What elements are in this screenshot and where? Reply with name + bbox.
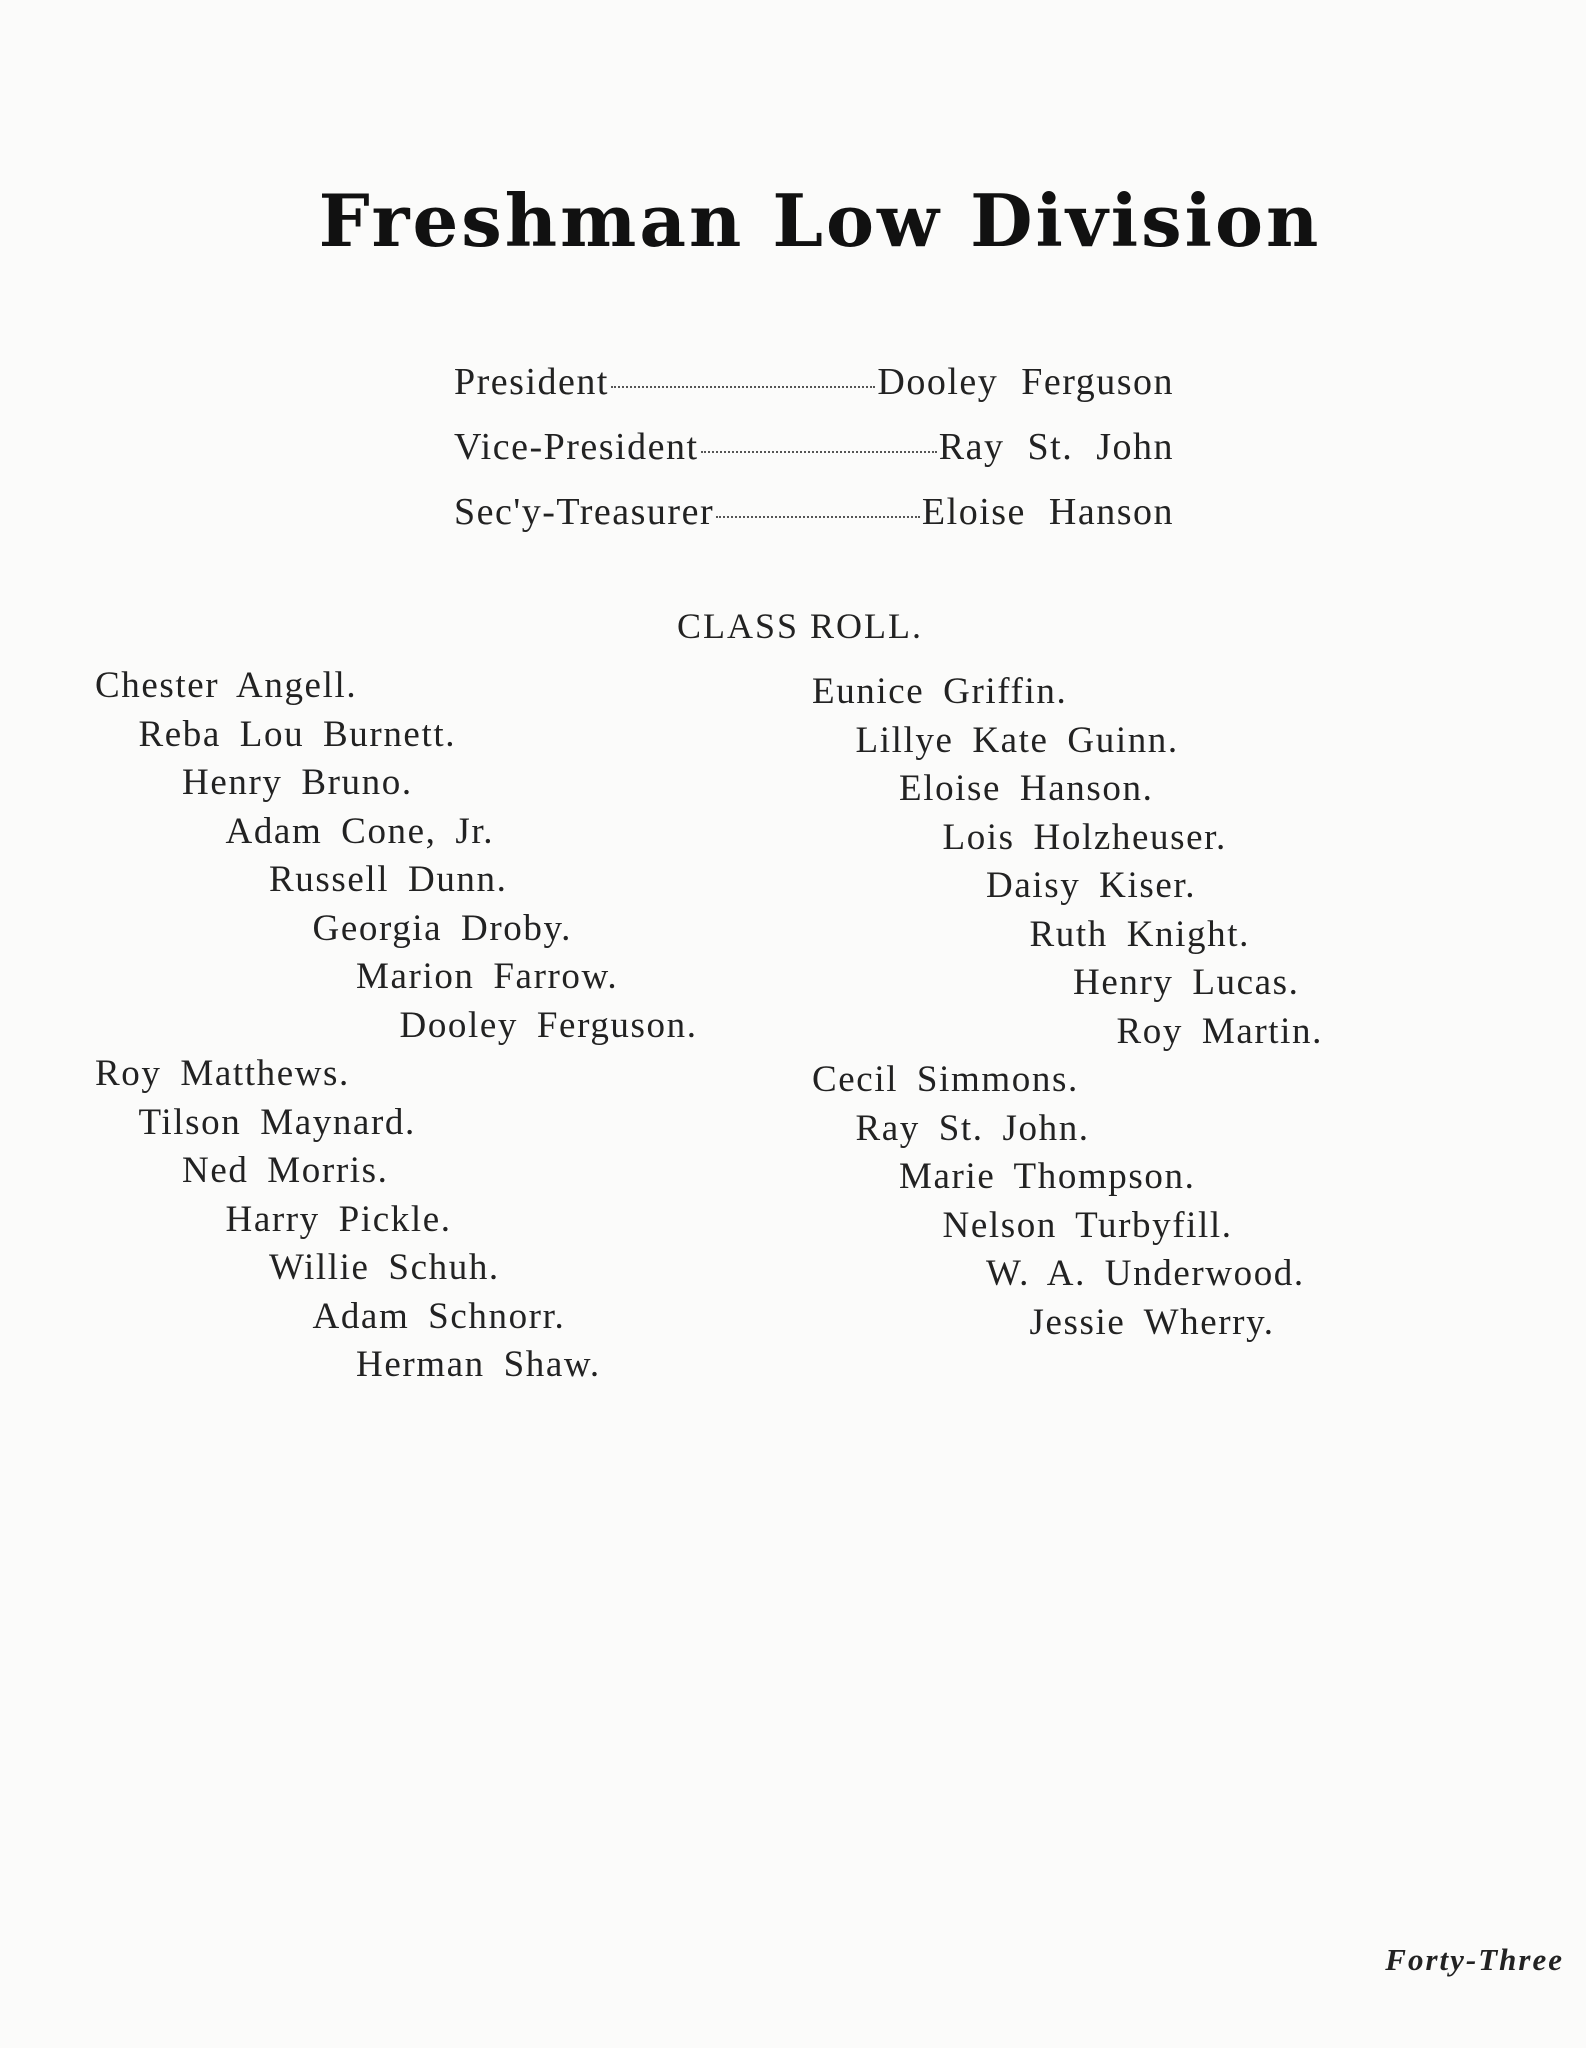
class-roll-name: Ray St. John.	[855, 1107, 1090, 1149]
class-roll-name: W. A. Underwood.	[986, 1253, 1305, 1294]
dot-leader	[716, 516, 920, 518]
officer-role: Sec'y-Treasurer	[454, 491, 715, 533]
class-roll-name: Harry Pickle.	[225, 1198, 452, 1240]
page-number: Forty-Three	[1385, 1942, 1564, 1977]
class-roll-name: Marion Farrow.	[356, 956, 619, 997]
class-roll-name: Dooley Ferguson.	[399, 1004, 698, 1046]
class-roll-name: Roy Martin.	[1116, 1010, 1323, 1052]
class-roll-name: Nelson Turbyfill.	[942, 1204, 1233, 1246]
officer-role: Vice-President	[454, 426, 699, 468]
officer-name: Ray St. John	[938, 426, 1174, 468]
class-roll-name: Lois Holzheuser.	[942, 816, 1227, 858]
class-roll-name: Henry Lucas.	[1073, 962, 1300, 1003]
officer-name: Eloise Hanson	[921, 491, 1174, 533]
class-roll-name: Adam Cone, Jr.	[225, 810, 495, 852]
class-roll-name: Herman Shaw.	[356, 1344, 601, 1385]
officers-list	[454, 360, 1174, 555]
officer-role: President	[454, 361, 609, 403]
class-roll-name: Eunice Griffin.	[812, 671, 1068, 712]
dot-leader	[701, 451, 937, 453]
class-roll-name: Eloise Hanson.	[899, 768, 1154, 809]
officer-row-secretary-treasurer	[454, 490, 1174, 555]
officer-name: Dooley Ferguson	[877, 361, 1174, 403]
officer-row-vice-president	[454, 425, 1174, 490]
class-roll-name: Georgia Droby.	[312, 907, 573, 949]
class-roll-name: Cecil Simmons.	[812, 1059, 1079, 1100]
class-roll-name: Roy Matthews.	[95, 1053, 350, 1094]
class-roll-name: Henry Bruno.	[182, 762, 413, 803]
class-roll-name: Willie Schuh.	[269, 1247, 500, 1288]
class-roll-name: Jessie Wherry.	[1029, 1301, 1275, 1343]
class-roll-heading: CLASS ROLL.	[676, 606, 924, 646]
class-roll-name: Adam Schnorr.	[312, 1295, 566, 1337]
class-roll-name: Reba Lou Burnett.	[138, 713, 457, 755]
class-roll-name: Marie Thompson.	[899, 1156, 1196, 1197]
class-roll-name: Ned Morris.	[182, 1150, 389, 1191]
officer-row-president	[454, 360, 1174, 425]
class-roll-name: Chester Angell.	[95, 665, 358, 706]
class-roll-name: Ruth Knight.	[1029, 913, 1250, 955]
class-roll-name: Lillye Kate Guinn.	[855, 719, 1179, 761]
page-title: Freshman Low Division	[318, 178, 1322, 263]
class-roll-name: Russell Dunn.	[269, 859, 508, 900]
class-roll-name: Tilson Maynard.	[138, 1101, 416, 1143]
class-roll-name: Daisy Kiser.	[986, 865, 1197, 906]
dot-leader	[611, 386, 875, 388]
